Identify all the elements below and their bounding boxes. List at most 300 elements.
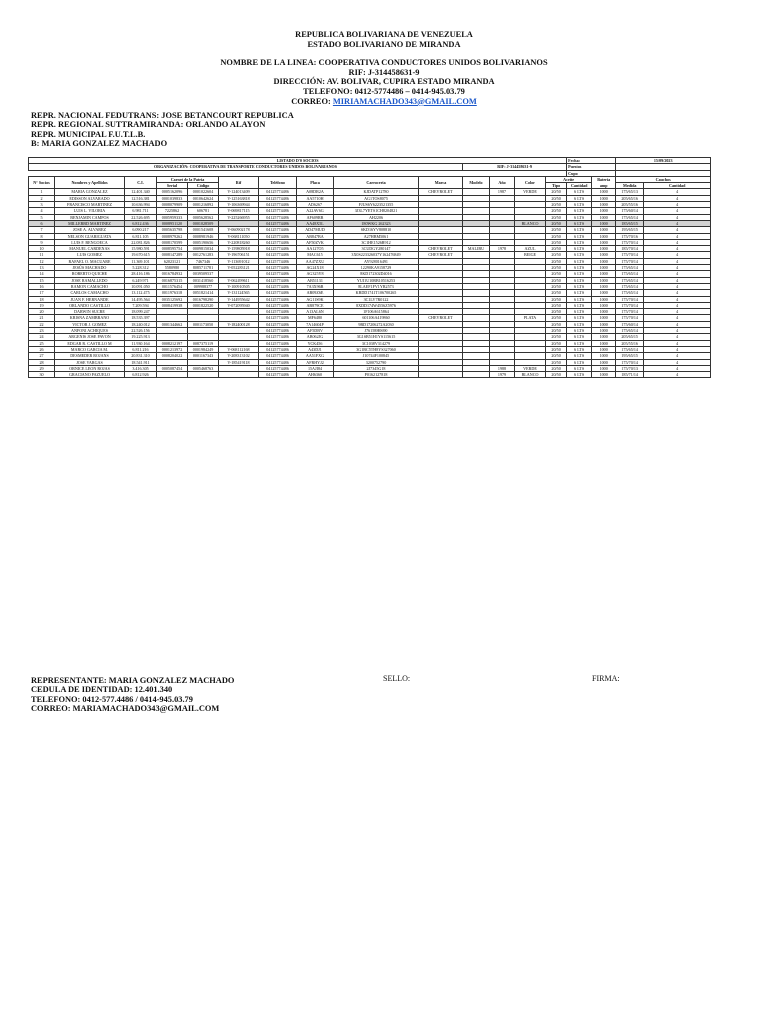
table-cell: 1 bbox=[29, 189, 55, 195]
table-cell: LUIS GOMEZ bbox=[55, 252, 125, 258]
col-header-carroceria: Carroceria bbox=[334, 176, 419, 189]
table-cell: 13 bbox=[29, 265, 55, 271]
puestos-label: Puestos bbox=[567, 164, 616, 170]
table-body bbox=[29, 189, 711, 378]
col-header-cantidad: Cantidad bbox=[567, 183, 592, 189]
table-cell: 6 LTS bbox=[567, 271, 592, 277]
table-cell: 6 LTS bbox=[567, 365, 592, 371]
table-cell: AG1TOS8075 bbox=[334, 195, 419, 201]
col-header-marca: Marca bbox=[419, 176, 463, 189]
table-cell: CHEVROLET bbox=[419, 189, 463, 195]
table-cell: 3.416.305 bbox=[125, 365, 157, 371]
table-cell: 04125774486 bbox=[259, 214, 297, 220]
table-cell: 0001984249 bbox=[188, 346, 219, 352]
table-cell: 20/50 bbox=[546, 346, 567, 352]
table-cell bbox=[419, 372, 463, 378]
table-cell: 25 bbox=[29, 340, 55, 346]
table-cell: MILLERBD MARTINEZ bbox=[55, 220, 125, 226]
table-cell: 8XDD174W4556Z5976 bbox=[334, 302, 419, 308]
rep-nacional: REPR. NACIONAL FEDUTRANS: JOSE BETANCOURT REPUBLICA bbox=[31, 111, 294, 120]
table-cell: 6 LTS bbox=[567, 220, 592, 226]
table-cell: 20/50 bbox=[546, 227, 567, 233]
table-cell: 04125774486 bbox=[259, 258, 297, 264]
table-cell: J76158H0690 bbox=[334, 328, 419, 334]
table-cell: 6 LTS bbox=[567, 315, 592, 321]
table-cell: 10.636.994 bbox=[125, 202, 157, 208]
table-cell: YCK456 bbox=[297, 340, 334, 346]
table-cell: 20/50 bbox=[546, 334, 567, 340]
table-cell: 4 bbox=[644, 208, 711, 214]
table-cell: 5.228.312 bbox=[125, 265, 157, 271]
table-cell: 0008951120 bbox=[157, 220, 188, 226]
table-cell: V-225266955 bbox=[219, 214, 259, 220]
table-cell: 22.081.826 bbox=[125, 239, 157, 245]
table-cell: FRANCISCO MARTINEZ bbox=[55, 202, 125, 208]
table-cell: 20/50 bbox=[546, 353, 567, 359]
table-cell: KRISNA ZAMBRANO bbox=[55, 315, 125, 321]
table-cell: AH6360 bbox=[297, 372, 334, 378]
table-cell: 1000 bbox=[592, 195, 616, 201]
table-cell: 175/65/14 bbox=[616, 271, 644, 277]
table-cell: 6 LTS bbox=[567, 202, 592, 208]
table-cell: 1979 bbox=[490, 372, 515, 378]
table-cell: 3 bbox=[29, 202, 55, 208]
table-cell: 205/55/16 bbox=[616, 340, 644, 346]
table-cell: 4 bbox=[644, 365, 711, 371]
table-cell: 19 bbox=[29, 302, 55, 308]
table-cell: 606781 bbox=[188, 208, 219, 214]
table-cell: 19.670.615 bbox=[125, 252, 157, 258]
table-cell: 04125774486 bbox=[259, 346, 297, 352]
table-cell: V-100910505 bbox=[219, 283, 259, 289]
table-cell: 175/70/14 bbox=[616, 239, 644, 245]
table-cell: 04125774486 bbox=[259, 195, 297, 201]
table-cell: 4 bbox=[644, 220, 711, 226]
table-cell: 20/50 bbox=[546, 233, 567, 239]
col-header-cauchos: Cauchos bbox=[616, 176, 711, 182]
table-cell: 0001028509 bbox=[188, 220, 219, 226]
table-cell: 1988 bbox=[490, 365, 515, 371]
table-cell: 1000 bbox=[592, 353, 616, 359]
table-cell: 180WKG 262323 bbox=[334, 220, 419, 226]
table-cell: 0005162096 bbox=[157, 189, 188, 195]
table-cell: 04125774486 bbox=[259, 252, 297, 258]
table-cell: 6.812.926 bbox=[125, 372, 157, 378]
table-cell: 6.811.216 bbox=[125, 346, 157, 352]
table-cell: 4 bbox=[644, 233, 711, 239]
header-line-name: NOMBRE DE LA LINEA: COOPERATIVA CONDUCTORES UNIDOS BOLIVARIANOS bbox=[220, 58, 548, 68]
table-cell: 4 bbox=[644, 328, 711, 334]
header-phone: TELEFONO: 0412-5774486 – 0414-945.03.79 bbox=[303, 86, 465, 96]
table-cell: 4 bbox=[644, 214, 711, 220]
col-header-anio: Año bbox=[490, 176, 515, 189]
table-cell: 04125774486 bbox=[259, 246, 297, 252]
table-cell: P0162127818 bbox=[334, 372, 419, 378]
table-cell: 20/50 bbox=[546, 315, 567, 321]
table-cell: 20/50 bbox=[546, 290, 567, 296]
table-cell: 28 bbox=[29, 359, 55, 365]
table-cell: LUIS F. BENGOECA bbox=[55, 239, 125, 245]
table-cell: EDISSON ALVARADO bbox=[55, 195, 125, 201]
table-cell: 11.369.101 bbox=[125, 258, 157, 264]
table-cell: 22.526.695 bbox=[125, 214, 157, 220]
table-cell: 18.541.911 bbox=[125, 359, 157, 365]
table-cell: GRACIANO PAZUELO bbox=[55, 372, 125, 378]
table-cell: 175/65/14 bbox=[616, 328, 644, 334]
firma-label: FIRMA: bbox=[592, 674, 620, 683]
table-cell: 175/65/14 bbox=[616, 277, 644, 283]
table-cell: 6 LTS bbox=[567, 239, 592, 245]
footer-cedula: CEDULA DE IDENTIDAD: 12.401.340 bbox=[31, 685, 173, 695]
table-cell: 8085711781 bbox=[188, 265, 219, 271]
table-cell: A43DJ1 bbox=[297, 346, 334, 352]
table-cell: AY928016491 bbox=[334, 258, 419, 264]
table-cell: JOSE A. ALVAREZ bbox=[55, 227, 125, 233]
table-cell: 20/50 bbox=[546, 214, 567, 220]
table-cell: 175/70/13 bbox=[616, 365, 644, 371]
table-cell: 17 bbox=[29, 290, 55, 296]
table-cell: V-182400128 bbox=[219, 321, 259, 327]
table-cell: 23 bbox=[29, 328, 55, 334]
col-header-rif: Rif bbox=[219, 176, 259, 189]
table-cell: AG325Y8 bbox=[297, 271, 334, 277]
table-cell: AB847BA bbox=[297, 233, 334, 239]
table-cell: V-185419118 bbox=[219, 359, 259, 365]
table-cell: RAMON CAMACHO bbox=[55, 283, 125, 289]
table-cell: 10 bbox=[29, 246, 55, 252]
table-cell: KJDATP12780 bbox=[334, 189, 419, 195]
table-cell: 0008419938 bbox=[157, 302, 188, 308]
table-cell: 11 bbox=[29, 252, 55, 258]
table-cell: 14 bbox=[29, 271, 55, 277]
table-cell: 4 bbox=[644, 346, 711, 352]
table-cell: 205/65/16 bbox=[616, 195, 644, 201]
table-cell: 1987 bbox=[490, 189, 515, 195]
table-cell: 29 bbox=[29, 365, 55, 371]
table-cell: 04125774486 bbox=[259, 309, 297, 315]
table-cell: AD6267 bbox=[297, 202, 334, 208]
table-cell: 3C1LV7R0122 bbox=[334, 296, 419, 302]
representatives-block bbox=[31, 111, 294, 148]
table-cell: KBDD1741T106700265 bbox=[334, 290, 419, 296]
table-cell: 20/50 bbox=[546, 302, 567, 308]
table-cell: 175/70/14 bbox=[616, 252, 644, 258]
table-cell: 0001822520 bbox=[188, 302, 219, 308]
table-cell: 7225862 bbox=[157, 208, 188, 214]
table-cell: BEIGE bbox=[515, 252, 546, 258]
table-cell: 12.516.381 bbox=[125, 195, 157, 201]
rep-b: B: MARIA GONZALEZ MACHADO bbox=[31, 138, 168, 148]
col-header-serial: Serial bbox=[157, 183, 188, 189]
table-cell: V-196706151 bbox=[219, 252, 259, 258]
table-cell: 04125774486 bbox=[259, 296, 297, 302]
table-cell: 62023121 bbox=[157, 258, 188, 264]
table-cell: 22.526.156 bbox=[125, 328, 157, 334]
table-cell: 0011576454 bbox=[157, 283, 188, 289]
table-cell: AB51131 bbox=[297, 277, 334, 283]
col-header-cantidad-cauchos: Cantidad bbox=[644, 183, 711, 189]
table-cell: 04125774486 bbox=[259, 353, 297, 359]
table-cell: V-052283121 bbox=[219, 265, 259, 271]
table-cell: 0035125692 bbox=[157, 296, 188, 302]
table-cell: 20/50 bbox=[546, 252, 567, 258]
table-cell: 4 bbox=[644, 353, 711, 359]
table-cell: 04125774486 bbox=[259, 302, 297, 308]
col-header-modelo: Modelo bbox=[463, 176, 490, 189]
cupo-label: Cupo bbox=[567, 170, 616, 176]
table-cell: 6 LTS bbox=[567, 258, 592, 264]
table-cell: MAC615 bbox=[297, 252, 334, 258]
table-cell: 0009815034 bbox=[188, 246, 219, 252]
table-cell: AG11S9K bbox=[297, 296, 334, 302]
table-cell: 4 bbox=[644, 296, 711, 302]
table-cell: 04125774486 bbox=[259, 328, 297, 334]
table-cell: 4 bbox=[644, 321, 711, 327]
table-cell: MF6480 bbox=[297, 315, 334, 321]
table-cell: 6 LTS bbox=[567, 233, 592, 239]
footer-contact bbox=[31, 676, 234, 713]
table-cell: MARCO GARCIA M. bbox=[55, 346, 125, 352]
table-cell: 20/50 bbox=[546, 365, 567, 371]
table-cell: 22 bbox=[29, 321, 55, 327]
table-cell: NELSON GUARIGUATA bbox=[55, 233, 125, 239]
table-cell: 1000 bbox=[592, 239, 616, 245]
table-cell: 6 LTS bbox=[567, 309, 592, 315]
table-cell: 1000 bbox=[592, 309, 616, 315]
table-cell: 0001022604 bbox=[188, 189, 219, 195]
table-cell: 3J3L7YETS1CH8204821 bbox=[334, 208, 419, 214]
table-cell: 195/65/15 bbox=[616, 353, 644, 359]
table-cell: YUI1U10RB10516253 bbox=[334, 277, 419, 283]
table-cell: 0010642624 bbox=[188, 195, 219, 201]
table-cell: 1000 bbox=[592, 359, 616, 365]
table-cell: 4 bbox=[644, 315, 711, 321]
table-cell: 0005628562 bbox=[188, 214, 219, 220]
table-cell bbox=[157, 372, 188, 378]
table-cell: AG24X18 bbox=[297, 265, 334, 271]
table-cell: 1978 bbox=[490, 246, 515, 252]
table-cell: 0011976318 bbox=[157, 290, 188, 296]
table-cell: 6 LTS bbox=[567, 346, 592, 352]
table-cell: 2J7345G18 bbox=[334, 365, 419, 371]
table-cell: V-113691012 bbox=[219, 258, 259, 264]
table-cell: 0001039833 bbox=[157, 195, 188, 201]
table-cell: 20/50 bbox=[546, 258, 567, 264]
table-cell: CHEVROLET bbox=[419, 246, 463, 252]
table-cell: 1000 bbox=[592, 214, 616, 220]
table-cell: 3C1HE1526R912 bbox=[334, 239, 419, 245]
table-cell: 175/70/14 bbox=[616, 315, 644, 321]
table-cell: 12290KA9158729 bbox=[334, 265, 419, 271]
table-cell: 0005635798 bbox=[157, 227, 188, 233]
table-cell: 20/50 bbox=[546, 340, 567, 346]
table-cell: 3G1BC5TH8YS327060 bbox=[334, 346, 419, 352]
table-cell: V-106369944 bbox=[219, 202, 259, 208]
rep-municipal: REPR. MUNICIPAL F.U.T.L.B. bbox=[31, 129, 146, 139]
table-cell: 15.980.591 bbox=[125, 246, 157, 252]
table-cell: AA48X5L bbox=[297, 220, 334, 226]
table-cell: 1000 bbox=[592, 258, 616, 264]
email-link[interactable]: MIRIAMACHADO343@GMAIL.COM bbox=[332, 96, 477, 106]
table-cell: 6 LTS bbox=[567, 296, 592, 302]
table-cell: 20/50 bbox=[546, 359, 567, 365]
table-cell: 14.495.564 bbox=[125, 296, 157, 302]
col-header-telefono: Teléfono bbox=[259, 176, 297, 189]
table-cell: 1000 bbox=[592, 372, 616, 378]
table-cell: 1000 bbox=[592, 189, 616, 195]
table-cell: 04125774486 bbox=[259, 271, 297, 277]
table-cell: 601106A419860 bbox=[334, 315, 419, 321]
table-cell: AF609RB bbox=[297, 214, 334, 220]
col-header-no: N° Socios bbox=[29, 176, 55, 189]
col-header-tipo: Tipo bbox=[546, 183, 567, 189]
table-cell: 7A14604P bbox=[297, 321, 334, 327]
table-cell: 9 bbox=[29, 239, 55, 245]
table-cell: 009988377 bbox=[188, 283, 219, 289]
table-cell: 0001344662 bbox=[157, 321, 188, 327]
sello-label: SELLO: bbox=[383, 674, 411, 683]
table-cell: 27 bbox=[29, 353, 55, 359]
table-cell: 0087375119 bbox=[188, 340, 219, 346]
table-cell: 9BD17206272A2030 bbox=[334, 321, 419, 327]
table-cell: 20/50 bbox=[546, 220, 567, 226]
table-cell: 24 bbox=[29, 334, 55, 340]
table-cell: 175/70/14 bbox=[616, 359, 644, 365]
table-cell: 04125774486 bbox=[259, 233, 297, 239]
table-cell: 12 bbox=[29, 258, 55, 264]
table-cell: 30 bbox=[29, 372, 55, 378]
table-cell: 20/50 bbox=[546, 239, 567, 245]
table-cell: A13AL6N bbox=[297, 309, 334, 315]
table-cell: JOSE VARGAS bbox=[55, 359, 125, 365]
table-cell: 20/50 bbox=[546, 208, 567, 214]
table-cell: AF5DBV bbox=[297, 328, 334, 334]
col-header-bateria: Bateria amp bbox=[592, 176, 616, 189]
table-cell: 4 bbox=[644, 277, 711, 283]
table-cell: FJUS6Y6223521355 bbox=[334, 202, 419, 208]
table-cell: AB879CE bbox=[297, 302, 334, 308]
table-cell: 8LAEF1FV1YR2573 bbox=[334, 283, 419, 289]
table-cell: 1000 bbox=[592, 252, 616, 258]
col-header-nombres: Nombres y Apellidos bbox=[55, 176, 125, 189]
document-header bbox=[0, 30, 768, 106]
col-header-placa: Placa bbox=[297, 176, 334, 189]
table-cell: 15 bbox=[29, 277, 55, 283]
table-cell: 0001541608 bbox=[188, 227, 219, 233]
table-cell: 20.831.310 bbox=[125, 353, 157, 359]
table-cell: 1000 bbox=[592, 233, 616, 239]
table-cell: 175/65/14 bbox=[616, 214, 644, 220]
table-cell: 12.401.340 bbox=[125, 189, 157, 195]
table-cell: DESMEDER ROJANS bbox=[55, 353, 125, 359]
table-cell: 04125774486 bbox=[259, 359, 297, 365]
table-cell: 04125774486 bbox=[259, 365, 297, 371]
table-cell: A08DR2A bbox=[297, 189, 334, 195]
table-cell: 175/60/14 bbox=[616, 208, 644, 214]
table-cell: 175/70/14 bbox=[616, 258, 644, 264]
table-cell: 6 bbox=[29, 220, 55, 226]
table-cell: VERDE bbox=[515, 365, 546, 371]
table-cell: 1000 bbox=[592, 334, 616, 340]
table-cell: 1000 bbox=[592, 365, 616, 371]
table-cell: 175/60/14 bbox=[616, 321, 644, 327]
table-cell: AB09Z6E bbox=[297, 290, 334, 296]
header-state: ESTADO BOLIVARIANO DE MIRANDA bbox=[307, 39, 461, 49]
table-cell: 175/70/16 bbox=[616, 233, 644, 239]
table-cell: V-131124565 bbox=[219, 290, 259, 296]
table-cell: 6.812.436 bbox=[125, 220, 157, 226]
table-cell: AFRHYJ2 bbox=[297, 359, 334, 365]
table-cell: V-068111050 bbox=[219, 233, 259, 239]
table-cell: 175/70/14 bbox=[616, 302, 644, 308]
table-cell bbox=[463, 372, 490, 378]
table-cell: JESÚS MACHADO bbox=[55, 265, 125, 271]
table-cell: 4 bbox=[644, 252, 711, 258]
col-header-medida: Medida bbox=[616, 183, 644, 189]
table-cell: 6 LTS bbox=[567, 189, 592, 195]
table-cell: 20/50 bbox=[546, 372, 567, 378]
table-cell: MARIA GONZALEZ bbox=[55, 189, 125, 195]
table-cell: 18.240.012 bbox=[125, 321, 157, 327]
col-header-ci: C.I. bbox=[125, 176, 157, 189]
table-cell: 175/65/14 bbox=[616, 265, 644, 271]
table-cell: V-069817115 bbox=[219, 208, 259, 214]
table-cell: 7467346 bbox=[188, 258, 219, 264]
table-cell: 0001173050 bbox=[188, 321, 219, 327]
table-cell: ARGENIS JOSE PAVON bbox=[55, 334, 125, 340]
table-cell: LUIS L. VILORIA bbox=[55, 208, 125, 214]
table-cell: 4 bbox=[644, 239, 711, 245]
table-cell: 20/50 bbox=[546, 309, 567, 315]
table-cell: 0008147289 bbox=[157, 252, 188, 258]
table-cell: 0051821414 bbox=[188, 290, 219, 296]
table-cell: 6 LTS bbox=[567, 321, 592, 327]
table-cell: 6 LTS bbox=[567, 214, 592, 220]
table-cell: 4 bbox=[644, 246, 711, 252]
table-cell: 6.249.971 bbox=[125, 277, 157, 283]
organization-name: ORGANIZACIÓN: COOPERATIVA DE TRANSPORTE CONDUCTORES UNIDOS BOLIVARIANOS bbox=[29, 164, 463, 170]
table-cell: 6 LTS bbox=[567, 372, 592, 378]
footer-representante: REPRESENTANTE: MARIA GONZALEZ MACHADO bbox=[31, 676, 235, 685]
table-cell: VICTOR J. GOMEZ bbox=[55, 321, 125, 327]
table-cell: 4 bbox=[644, 290, 711, 296]
table-cell: 195/65/15 bbox=[616, 227, 644, 233]
fecha-label: Fecha: bbox=[567, 158, 616, 164]
table-cell: J10744F100845 bbox=[334, 353, 419, 359]
table-cell: 0016798290 bbox=[188, 296, 219, 302]
table-cell: AB062JG bbox=[297, 334, 334, 340]
table-cell: V-208313102 bbox=[219, 353, 259, 359]
table-cell: 4 bbox=[644, 372, 711, 378]
table-cell: 20/50 bbox=[546, 265, 567, 271]
table-cell: 20/50 bbox=[546, 296, 567, 302]
table-cell: 20/50 bbox=[546, 321, 567, 327]
table-cell: 04125774486 bbox=[259, 340, 297, 346]
table-cell: 3CUDGY280147 bbox=[334, 246, 419, 252]
table-cell: AA127O5 bbox=[297, 246, 334, 252]
table-cell: 4 bbox=[644, 334, 711, 340]
table-cell: 7 bbox=[29, 227, 55, 233]
table-cell: 0016784932 bbox=[157, 271, 188, 277]
table-cell: ORNICE LEON ROJAS bbox=[55, 365, 125, 371]
table-cell: 04125774486 bbox=[259, 220, 297, 226]
table-cell: A27HBM5061 bbox=[334, 233, 419, 239]
table-cell: 0008981946 bbox=[188, 233, 219, 239]
table-cell: 1000 bbox=[592, 315, 616, 321]
table-cell: 6.090.217 bbox=[125, 227, 157, 233]
table-cell: 2 bbox=[29, 195, 55, 201]
table-cell: AF50ZVK bbox=[297, 239, 334, 245]
